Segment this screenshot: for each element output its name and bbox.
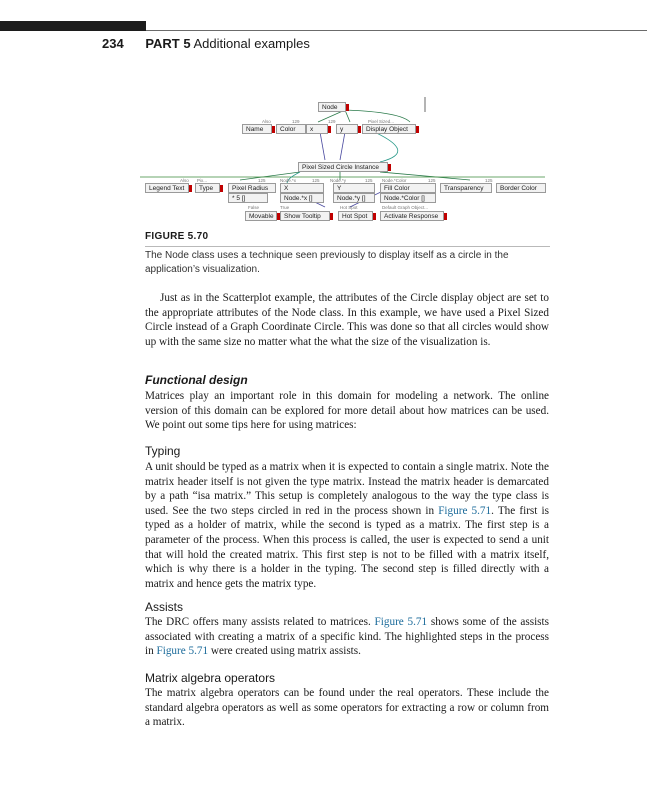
mini-label: Hot Spot [340,205,358,210]
mini-label: Pixel Sized... [368,119,395,124]
mini-label: Also [262,119,271,124]
figure-caption [145,231,550,277]
attr-type-box: Type [195,183,220,193]
mini-label: 125 [485,178,493,183]
mini-label: True [280,205,290,210]
value-radius-box: * 5 [] [228,193,268,203]
mini-label: Default Graph Object... [382,205,429,210]
mini-label: 129 [328,119,336,124]
figure-link[interactable]: Figure 5.71 [438,504,492,517]
mini-label: Node.*x [280,178,297,183]
mini-label: Pix... [197,178,208,183]
attr-X-box: X [280,183,324,193]
attr-activate-response-box: Activate Response [380,211,444,221]
figure-link[interactable]: Figure 5.71 [156,645,209,658]
heading-matrix-operators: Matrix algebra operators [145,671,276,685]
node-class-box: Node [318,102,346,112]
header-bar [0,21,146,31]
paragraph-matrix-operators: The matrix algebra operators can be found under the real operators. These include the standard algebra operators as well as some operators for extracting a row or column from a matrix. [145,687,549,729]
paragraph-intro: Just as in the Scatterplot example, the attributes of the Circle display object are set to the appropriate attributes of the Node class. In this example, we have used a Pixel Sized Circle instead of a Graph Coordinate Circle. This was done so that all circles would show up with the same size no matter what the what the size of the visualization is. [145,292,549,348]
attr-x-box: x [306,124,328,134]
figure-diagram [140,92,550,227]
heading-assists: Assists [145,600,184,614]
value-node-color-box: Node.*Color [] [380,193,436,203]
attr-pixel-radius-box: Pixel Radius [228,183,276,193]
attr-name-box: Name [242,124,272,134]
attr-show-tooltip-box: Show Tooltip [280,211,330,221]
part-label: PART 5 [145,36,191,51]
part-title: Additional examples [193,36,310,51]
mini-label: Also [180,178,189,183]
mini-label: 125 [365,178,373,183]
mini-label: 125 [428,178,436,183]
mini-label: 129 [292,119,300,124]
attr-hot-spot-box: Hot Spot [338,211,373,221]
mini-label: 125 [312,178,320,183]
mini-label: 125 [258,178,266,183]
attr-movable-box: Movable [245,211,277,221]
attr-display-object-box: Display Object [362,124,416,134]
running-head [102,36,310,51]
page-number: 234 [102,36,124,51]
attr-color-box: Color [276,124,306,134]
heading-functional-design: Functional design [145,373,248,387]
caption-rule [145,246,550,247]
pixel-sized-circle-instance-box: Pixel Sized Circle Instance [298,162,388,172]
paragraph-assists: The DRC offers many assists related to matrices. Figure 5.71 shows some of the assists associated with creating a matrix of a specific kind. The highlighted steps in the process in Figure 5.71 were created using matrix assists. [145,616,550,658]
attr-Y-box: Y [333,183,375,193]
figure-label: FIGURE 5.70 [145,231,209,242]
figure-link[interactable]: Figure 5.71 [374,616,428,628]
heading-typing: Typing [145,444,181,458]
paragraph-typing: A unit should be typed as a matrix when it is expected to contain a single matrix. Note the matrix header itself is not given the type matrix. Instead the matrix header is demarcated by a path “isa matrix.” This setup is completely analogous to the way the type class is used. See the two steps circled in red in the process shown in Figure 5.71. The first is typed as a holder of matrix, while the second is typed as a matrix. The first step is a parameter of the process. When this process is called, the user is expected to send a unit that will hold the created matrix. This first step is not to be filled with a matrix itself, which is why there is a holder in the typing. The second step is filled directly with a matrix and hence gets the matrix type. [145,461,549,590]
attr-border-color-box: Border Color [496,183,546,193]
value-node-y-box: Node.*y [] [333,193,375,203]
caption-text: The Node class uses a technique seen previously to display itself as a circle in the application’s visualization. [145,250,509,275]
header-rule [146,30,647,31]
mini-label: Node.*y [330,178,347,183]
mini-label: Node.*Color [382,178,407,183]
paragraph-functional: Matrices play an important role in this domain for modeling a network. The online version of this domain can be explored for more detail about how matrices can be used. We point out some tips here for using matrices: [145,390,549,432]
attr-transparency-box: Transparency [440,183,492,193]
mini-label: False [248,205,260,210]
attr-legend-text-box: Legend Text [145,183,189,193]
attr-fill-color-box: Fill Color [380,183,436,193]
attr-y-box: y [336,124,358,134]
value-node-x-box: Node.*x [] [280,193,324,203]
